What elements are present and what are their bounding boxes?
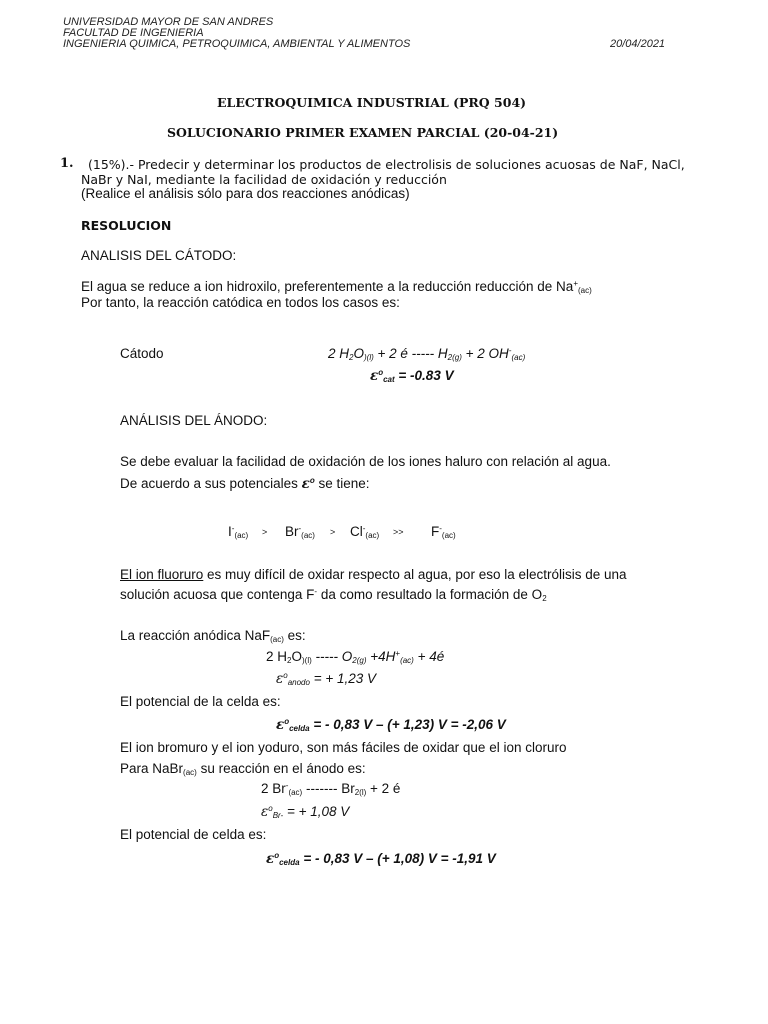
catodo-equation: 2 $H_2O_{)(l)} + 2$ é ----- $H_{2(g)} + 2$ $OH^-_{(ac)}$ [328, 346, 526, 362]
question-line-2: NaBr y NaI, mediante la facilidad de oxidación y reducción [81, 172, 447, 187]
catodo-potential: $\varepsilon^o_{cat} = -0.83$ V [370, 368, 454, 384]
catodo-label: Cátodo [120, 346, 164, 361]
br-potential: $\varepsilon^o_{Br-}$ = + 1,08 V [261, 804, 350, 820]
naf-heading: La reacción anódica NaF$_{(ac)}$ es: [120, 628, 306, 644]
header-faculty: FACULTAD DE INGENIERIA [63, 27, 204, 39]
br-equation: 2 $Br^-_{(ac)}$ ------- $Br_{2(l)} + 2$ é [261, 781, 401, 797]
celda-label-2: El potencial de celda es: [120, 827, 267, 842]
fluoruro-paragraph-1: El ion fluoruro es muy difícil de oxidar respecto al agua, por eso la electrólisis de una [120, 567, 627, 582]
course-title: ELECTROQUIMICA INDUSTRIAL (PRQ 504) [217, 95, 527, 110]
exam-title: SOLUCIONARIO PRIMER EXAMEN PARCIAL (20-04-21) [167, 125, 559, 140]
header-date: 20/04/2021 [610, 38, 666, 50]
header-university: UNIVERSIDAD MAYOR DE SAN ANDRES [63, 16, 274, 28]
question-line-1: (15%).- Predecir y determinar los productos de electrolisis de soluciones acuosas de NaF, NaCl, [88, 157, 685, 172]
catodo-paragraph-2: Por tanto, la reacción catódica en todos los casos es: [81, 295, 400, 310]
anodo-heading: ANÁLISIS DEL ÁNODO: [120, 413, 268, 428]
gt-2: > [330, 527, 336, 537]
fluoruro-paragraph-2: solución acuosa que contenga F- da como resultado la formación de $O_2$ [120, 587, 547, 603]
bromuro-paragraph: El ion bromuro y el ion yoduro, son más fáciles de oxidar que el ion cloruro [120, 740, 567, 755]
resolucion-heading: RESOLUCION [81, 218, 172, 233]
naf-anode-potential: $\varepsilon^o_{anodo}$ = + 1,23 V [276, 671, 377, 687]
ion-fluoride: $F^-_{(ac)}$ [431, 524, 456, 540]
catodo-paragraph-1: El agua se reduce a ion hidroxilo, preferentemente a la reducción reducción de $Na^+_{(ac)}$ [81, 279, 592, 295]
naf-equation: 2 $H_2O_{)(l)}$ ----- $O_{2(g)} +4H^+_{(ac)}$ + 4é [266, 649, 445, 665]
header-department: INGENIERIA QUIMICA, PETROQUIMICA, AMBIENTAL Y ALIMENTOS [63, 38, 411, 50]
nabr-heading: Para NaBr$_{(ac)}$ su reacción en el ánodo es: [120, 761, 366, 777]
celda-potential-1: $\varepsilon^o_{celda}$ = - 0,83 V – (+ 1,23) V = -2,06 V [276, 717, 506, 733]
catodo-heading: ANALISIS DEL CÁTODO: [81, 248, 237, 263]
anodo-paragraph-1: Se debe evaluar la facilidad de oxidación de los iones haluro con relación al agua. [120, 454, 611, 469]
celda-label-1: El potencial de la celda es: [120, 694, 281, 709]
gt-3: >> [393, 527, 404, 537]
ion-bromide: $Br^-_{(ac)}$ [285, 524, 315, 540]
ion-chloride: $Cl^-_{(ac)}$ [350, 524, 380, 540]
question-line-3: (Realice el análisis sólo para dos reacciones anódicas) [81, 186, 410, 201]
celda-potential-2: $\varepsilon^o_{celda}$ = - 0,83 V – (+ 1,08) V = -1,91 V [266, 851, 496, 867]
ion-iodide: $I^-_{(ac)}$ [228, 524, 249, 540]
anodo-paragraph-2: De acuerdo a sus potenciales $\varepsilon^o$ se tiene: [120, 476, 370, 492]
gt-1: > [262, 527, 268, 537]
question-number: 1. [60, 156, 74, 171]
